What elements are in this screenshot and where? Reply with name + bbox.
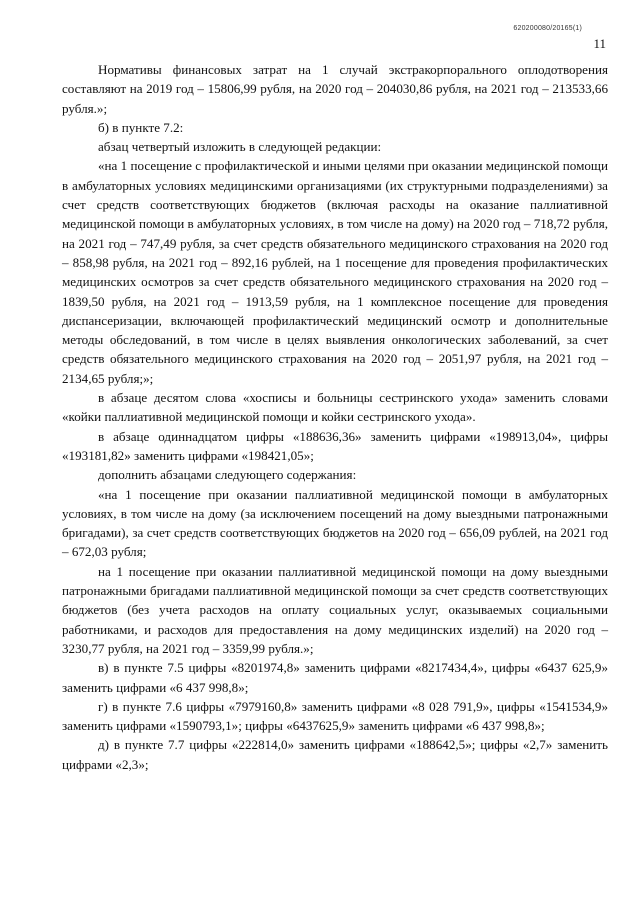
paragraph-ivf-norms: Нормативы финансовых затрат на 1 случай экстракорпорального оплодотворения составляют на 2019 год – 15806,99 рубля, на 2020 год – 204030,86 рубля, на 2021 год – 213533,66 рубля.»;: [62, 62, 608, 116]
paragraph-item-v: в) в пункте 7.5 цифры «8201974,8» заменить цифрами «8217434,4», цифры «6437 625,9» заменить цифрами «6 437 998,8»;: [62, 660, 608, 695]
paragraph-palliative-home: на 1 посещение при оказании паллиативной медицинской помощи на дому выездными патронажными бригадами паллиативной медицинской помощи за счет средств соответствующих бюджетов (без учета расходов на оплату социальных услуг, оказываемых социальными работниками, и расходов для предоставления на дому медицинских изделий) на 2020 год – 3230,77 рубля, на 2021 год – 3359,99 рубля.»;: [62, 563, 608, 656]
paragraph-item-b: б) в пункте 7.2:: [98, 119, 184, 135]
paragraph-tenth-abzac: в абзаце десятом слова «хосписы и больницы сестринского ухода» заменить словами «койки паллиативной медицинской помощи и койки сестринского ухода».: [62, 390, 608, 425]
paragraph-add-abzacs-intro: дополнить абзацами следующего содержания:: [98, 467, 357, 483]
page-number: 11: [593, 36, 606, 51]
paragraph-item-d: д) в пункте 7.7 цифры «222814,0» заменить цифрами «188642,5»; цифры «2,7» заменить цифрами «2,3»;: [62, 737, 608, 772]
document-body: [62, 60, 608, 774]
paragraph-eleventh-abzac: в абзаце одиннадцатом цифры «188636,36» заменить цифрами «198913,04», цифры «193181,82» заменить цифрами «198421,05»;: [62, 428, 608, 463]
paragraph-visit-norms: «на 1 посещение с профилактической и иными целями при оказании медицинской помощи в амбулаторных условиях медицинскими организациями (их структурными подразделениями) за счет средств соответствующих бюджетов (включая расходы на оказание паллиативной медицинской помощи в амбулаторных условиях, в том числе на дому) на 2020 год – 718,72 рубля, на 2021 год – 747,49 рубля, за счет средств обязательного медицинского страхования на 2020 год – 858,98 рубля, на 2021 год – 892,16 рублей, на 1 посещение для проведения профилактических медицинских осмотров за счет средств обязательного медицинского страхования на 2020 год – 1839,50 рубля, на 2021 год – 1913,59 рубля, на 1 комплексное посещение для проведения диспансеризации, включающей профилактический медицинский осмотр и дополнительные методы обследований, в том числе в целях выявления онкологических заболеваний, за счет средств обязательного медицинского страхования на 2020 год – 2051,97 рубля, на 2021 год – 2134,65 рубля;»;: [62, 158, 608, 386]
paragraph-palliative-outpatient: «на 1 посещение при оказании паллиативной медицинской помощи в амбулаторных условиях, в том числе на дому (за исключением посещений на дому выездными патронажными бригадами), за счет средств соответствующих бюджетов на 2020 год – 656,09 рублей, на 2021 год – 672,03 рубля;: [62, 486, 608, 560]
paragraph-item-g: г) в пункте 7.6 цифры «7979160,8» заменить цифрами «8 028 791,9», цифры «1541534,9» заменить цифрами «1590793,1»; цифры «6437625,9» заменить цифрами «6 437 998,8»;: [62, 698, 608, 734]
document-id: 620200080/20165(1): [513, 25, 582, 32]
paragraph-fourth-abzac-intro: абзац четвертый изложить в следующей редакции:: [98, 139, 382, 155]
